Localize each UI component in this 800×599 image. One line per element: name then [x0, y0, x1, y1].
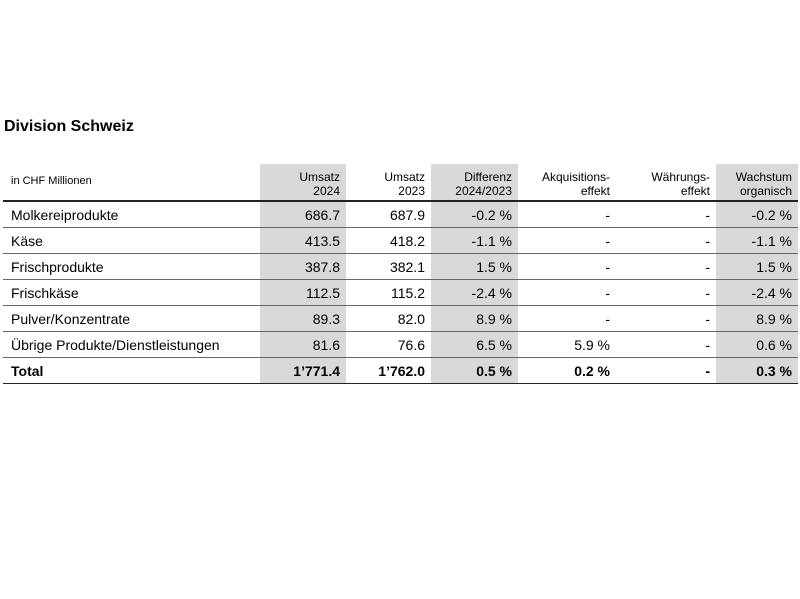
header-wachstum-organisch [716, 164, 798, 201]
header-umsatz-2023 [346, 164, 431, 201]
row-label: Frischkäse [3, 280, 260, 306]
header-line: 2024/2023 [455, 184, 512, 198]
total-waehrungseffekt: - [616, 358, 716, 384]
table-row [3, 228, 798, 254]
row-label: Übrige Produkte/Dienstleistungen [3, 332, 260, 358]
cell-umsatz-2023: 76.6 [346, 332, 431, 358]
cell-umsatz-2024: 89.3 [260, 306, 346, 332]
page-title: Division Schweiz [4, 118, 134, 135]
total-akquisitionseffekt: 0.2 % [518, 358, 616, 384]
cell-akquisitionseffekt: - [518, 228, 616, 254]
cell-waehrungseffekt: - [616, 254, 716, 280]
table-row [3, 254, 798, 280]
header-line: Wachstum [735, 170, 792, 184]
cell-wachstum-organisch: -0.2 % [716, 201, 798, 228]
header-line: effekt [580, 184, 610, 198]
cell-wachstum-organisch: 0.6 % [716, 332, 798, 358]
cell-differenz: 8.9 % [431, 306, 518, 332]
table-row [3, 280, 798, 306]
sales-table [3, 164, 798, 384]
row-label: Frischprodukte [3, 254, 260, 280]
header-waehrungseffekt [616, 164, 716, 201]
cell-akquisitionseffekt: - [518, 254, 616, 280]
cell-umsatz-2024: 387.8 [260, 254, 346, 280]
header-umsatz-2024 [260, 164, 346, 201]
cell-akquisitionseffekt: - [518, 201, 616, 228]
header-line: 2024 [313, 184, 340, 198]
total-umsatz-2024: 1’771.4 [260, 358, 346, 384]
header-line: Umsatz [299, 170, 340, 184]
total-label: Total [3, 358, 260, 384]
cell-umsatz-2023: 382.1 [346, 254, 431, 280]
header-line: Umsatz [384, 170, 425, 184]
table-header-row [3, 164, 798, 201]
cell-umsatz-2023: 687.9 [346, 201, 431, 228]
total-umsatz-2023: 1’762.0 [346, 358, 431, 384]
cell-akquisitionseffekt: 5.9 % [518, 332, 616, 358]
unit-label: in CHF Millionen [3, 164, 260, 201]
header-line: Differenz [464, 170, 512, 184]
header-line: Akquisitions- [541, 170, 610, 184]
cell-umsatz-2023: 418.2 [346, 228, 431, 254]
cell-wachstum-organisch: 8.9 % [716, 306, 798, 332]
row-label: Molkereiprodukte [3, 201, 260, 228]
cell-umsatz-2024: 112.5 [260, 280, 346, 306]
cell-umsatz-2024: 686.7 [260, 201, 346, 228]
cell-differenz: -1.1 % [431, 228, 518, 254]
header-line: 2023 [398, 184, 425, 198]
header-line: Währungs- [651, 170, 710, 184]
cell-differenz: -0.2 % [431, 201, 518, 228]
cell-wachstum-organisch: -2.4 % [716, 280, 798, 306]
table-row [3, 201, 798, 228]
cell-waehrungseffekt: - [616, 228, 716, 254]
cell-akquisitionseffekt: - [518, 306, 616, 332]
cell-umsatz-2024: 413.5 [260, 228, 346, 254]
cell-wachstum-organisch: -1.1 % [716, 228, 798, 254]
row-label: Pulver/Konzentrate [3, 306, 260, 332]
total-wachstum-organisch: 0.3 % [716, 358, 798, 384]
table-total-row [3, 358, 798, 384]
cell-differenz: 1.5 % [431, 254, 518, 280]
header-line: organisch [739, 184, 792, 198]
row-label: Käse [3, 228, 260, 254]
cell-waehrungseffekt: - [616, 306, 716, 332]
table-row [3, 306, 798, 332]
total-differenz: 0.5 % [431, 358, 518, 384]
cell-umsatz-2023: 115.2 [346, 280, 431, 306]
cell-waehrungseffekt: - [616, 280, 716, 306]
cell-umsatz-2024: 81.6 [260, 332, 346, 358]
table-row [3, 332, 798, 358]
cell-waehrungseffekt: - [616, 332, 716, 358]
header-differenz [431, 164, 518, 201]
cell-wachstum-organisch: 1.5 % [716, 254, 798, 280]
cell-akquisitionseffekt: - [518, 280, 616, 306]
header-line: effekt [680, 184, 710, 198]
cell-differenz: 6.5 % [431, 332, 518, 358]
header-akquisitionseffekt [518, 164, 616, 201]
cell-differenz: -2.4 % [431, 280, 518, 306]
cell-waehrungseffekt: - [616, 201, 716, 228]
cell-umsatz-2023: 82.0 [346, 306, 431, 332]
